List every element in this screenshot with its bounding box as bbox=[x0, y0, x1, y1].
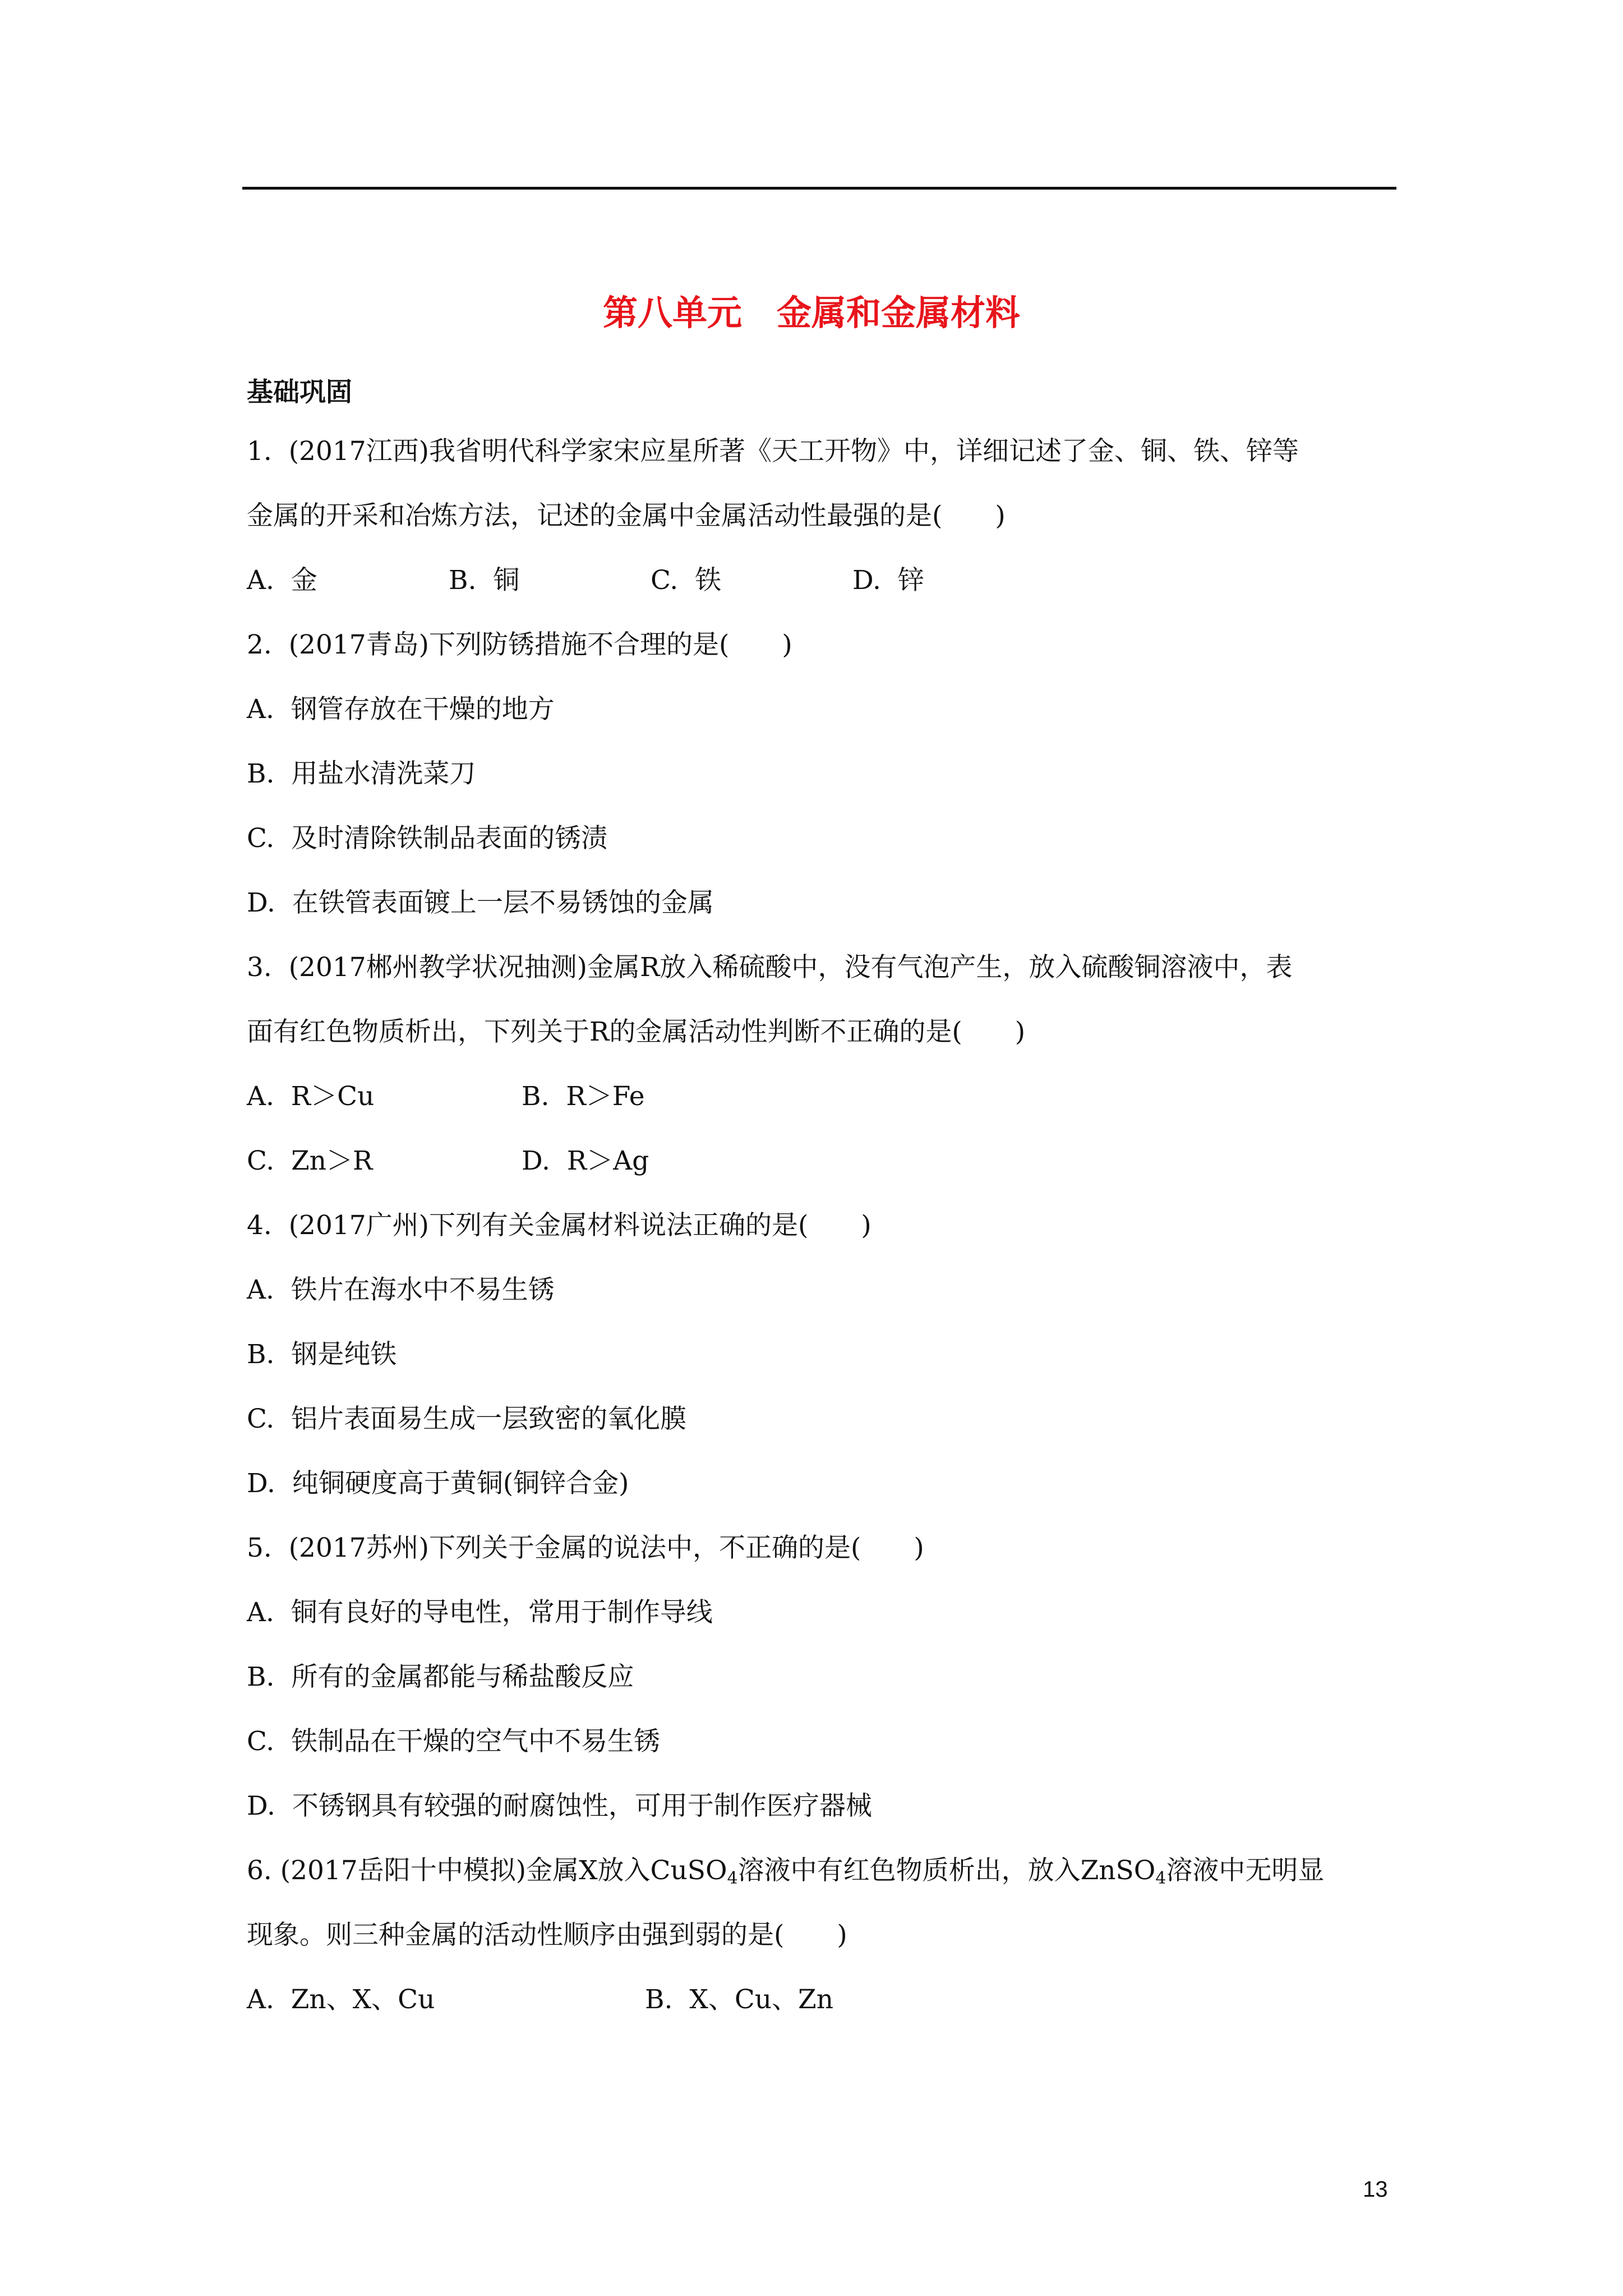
header-rule bbox=[242, 187, 1396, 190]
subscript-4: 4 bbox=[1155, 1869, 1166, 1888]
question-6-text-part-1: 6. (2017岳阳十中模拟)金属X放入CuSO bbox=[247, 1855, 727, 1886]
question-2-option-d: D. 在铁管表面镀上一层不易锈蚀的金属 bbox=[247, 887, 714, 918]
page-title: 第八单元 金属和金属材料 bbox=[602, 292, 1020, 333]
question-4-option-d: D. 纯铜硬度高于黄铜(铜锌合金) bbox=[247, 1468, 629, 1499]
question-6-text-part-2: 溶液中有红色物质析出，放入ZnSO bbox=[737, 1855, 1156, 1886]
subscript-4: 4 bbox=[727, 1869, 738, 1888]
question-2-line-1: 2. (2017青岛)下列防锈措施不合理的是( ) bbox=[247, 629, 792, 660]
question-4-option-c: C. 铝片表面易生成一层致密的氧化膜 bbox=[247, 1404, 687, 1434]
question-6-option-b: B. X、Cu、Zn bbox=[645, 1984, 833, 2015]
question-5-option-a: A. 铜有良好的导电性，常用于制作导线 bbox=[247, 1597, 713, 1628]
question-4-option-b: B. 钢是纯铁 bbox=[247, 1339, 397, 1370]
question-1-option-c: C. 铁 bbox=[651, 565, 722, 596]
question-1-line-1: 1. (2017江西)我省明代科学家宋应星所著《天工开物》中，详细记述了金、铜、铁、锌等 bbox=[247, 436, 1299, 467]
question-6-text-part-3: 溶液中无明显 bbox=[1166, 1855, 1325, 1886]
question-5-line-1: 5. (2017苏州)下列关于金属的说法中，不正确的是( ) bbox=[247, 1533, 924, 1563]
question-3-line-1: 3. (2017郴州教学状况抽测)金属R放入稀硫酸中，没有气泡产生，放入硫酸铜溶液中，表 bbox=[247, 952, 1293, 983]
question-3-option-b: B. R＞Fe bbox=[522, 1081, 645, 1112]
question-3-option-d: D. R＞Ag bbox=[522, 1145, 649, 1176]
question-3-option-c: C. Zn＞R bbox=[247, 1145, 373, 1176]
question-2-option-b: B. 用盐水清洗菜刀 bbox=[247, 758, 476, 789]
question-1-option-b: B. 铜 bbox=[449, 565, 520, 596]
question-1-option-a: A. 金 bbox=[247, 565, 317, 596]
question-6-option-a: A. Zn、X、Cu bbox=[247, 1984, 435, 2015]
question-6-line-2: 现象。则三种金属的活动性顺序由强到弱的是( ) bbox=[247, 1920, 847, 1950]
question-2-option-c: C. 及时清除铁制品表面的锈渍 bbox=[247, 823, 608, 854]
question-3-option-a: A. R＞Cu bbox=[247, 1081, 375, 1112]
question-1-line-2: 金属的开采和冶炼方法，记述的金属中金属活动性最强的是( ) bbox=[247, 500, 1006, 531]
question-4-option-a: A. 铁片在海水中不易生锈 bbox=[247, 1274, 555, 1305]
question-1-option-d: D. 锌 bbox=[852, 565, 924, 596]
question-6-line-1 bbox=[247, 1851, 1324, 1890]
question-5-option-b: B. 所有的金属都能与稀盐酸反应 bbox=[247, 1662, 634, 1692]
question-3-line-2: 面有红色物质析出，下列关于R的金属活动性判断不正确的是( ) bbox=[247, 1016, 1026, 1047]
question-5-option-d: D. 不锈钢具有较强的耐腐蚀性，可用于制作医疗器械 bbox=[247, 1791, 872, 1821]
question-4-line-1: 4. (2017广州)下列有关金属材料说法正确的是( ) bbox=[247, 1210, 872, 1241]
section-heading: 基础巩固 bbox=[247, 377, 352, 408]
page-number: 13 bbox=[1363, 2177, 1388, 2202]
question-5-option-c: C. 铁制品在干燥的空气中不易生锈 bbox=[247, 1726, 661, 1757]
question-2-option-a: A. 钢管存放在干燥的地方 bbox=[247, 694, 555, 725]
